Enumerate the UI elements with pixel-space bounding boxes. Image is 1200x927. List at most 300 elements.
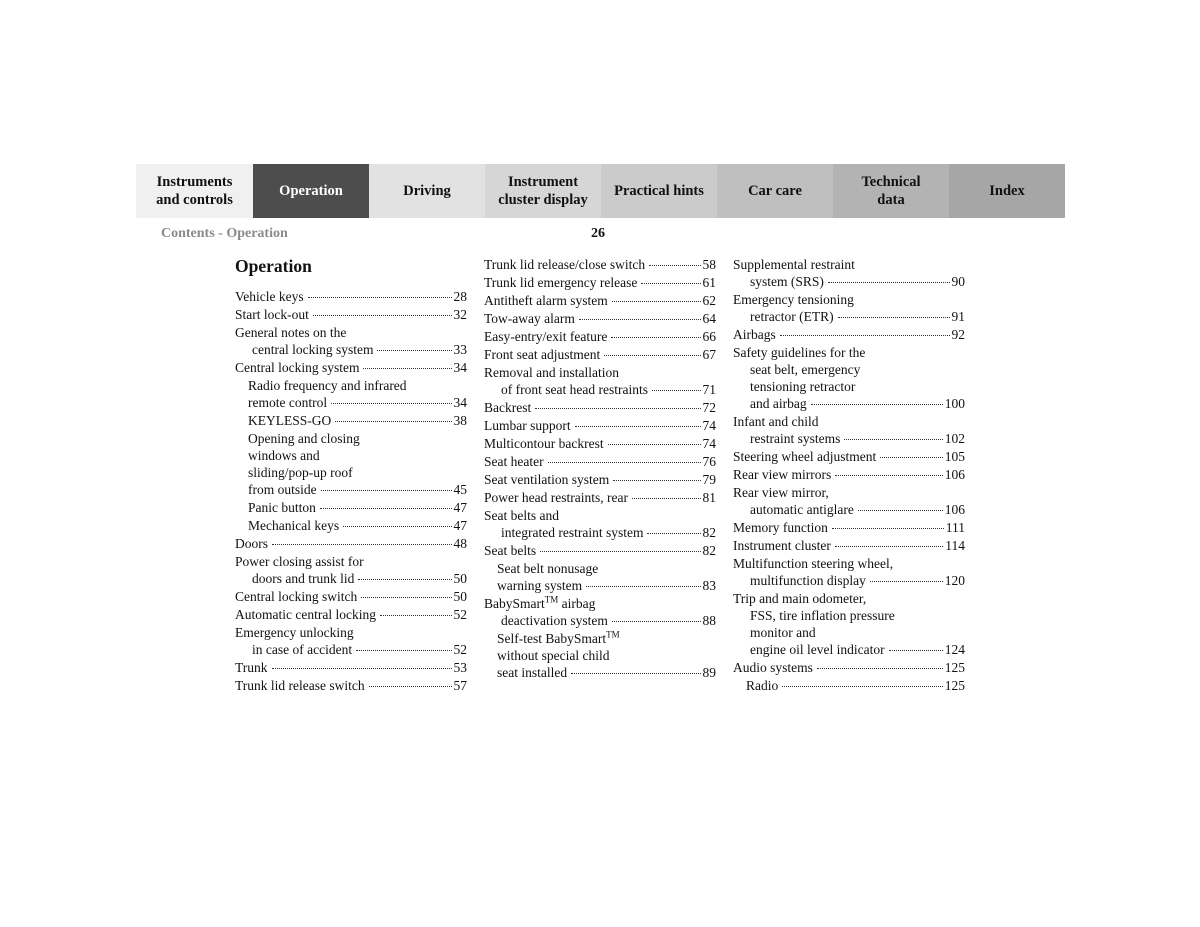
- dot-leader: [811, 403, 943, 405]
- toc-entry-line: [484, 292, 716, 309]
- toc-page-number: 57: [453, 678, 467, 693]
- toc-entry-title: [248, 517, 339, 534]
- toc-entry-line: [733, 326, 965, 343]
- toc-entry[interactable]: [733, 555, 965, 589]
- toc-entry-line: [733, 344, 965, 361]
- toc-entry[interactable]: [484, 595, 716, 629]
- toc-entry-title: [750, 378, 855, 395]
- toc-entry-title: [248, 412, 331, 429]
- toc-entry[interactable]: [235, 359, 467, 376]
- toc-entry-text-suffix: airbag: [558, 596, 596, 611]
- toc-entry[interactable]: [235, 517, 467, 534]
- toc-entry-title: [501, 612, 608, 629]
- toc-entry-text: Removal and installation: [484, 365, 619, 380]
- tab-practical-hints[interactable]: Practical hints: [601, 164, 717, 218]
- toc-page-number: 111: [945, 520, 965, 535]
- toc-entry-title: [750, 501, 854, 518]
- toc-entry-text: windows and: [248, 448, 320, 463]
- toc-entry-title: [501, 381, 648, 398]
- toc-entry-title: [235, 606, 376, 623]
- dot-leader: [358, 578, 451, 580]
- toc-page-number: 82: [702, 543, 716, 558]
- tab-instrument-cluster-display[interactable]: Instrument cluster display: [485, 164, 601, 218]
- toc-entry-text: Self-test BabySmart: [497, 631, 607, 646]
- toc-entry-text: Multifunction steering wheel,: [733, 556, 894, 571]
- toc-entry-line: [235, 588, 467, 605]
- toc-entry-line: [484, 507, 716, 524]
- toc-entry-text: Memory function: [733, 520, 828, 535]
- toc-entry[interactable]: [484, 292, 716, 309]
- toc-entry-text: Antitheft alarm system: [484, 293, 608, 308]
- toc-entry-line: [235, 394, 467, 411]
- toc-entry-line: [235, 464, 467, 481]
- toc-entry-text: sliding/pop-up roof: [248, 465, 353, 480]
- toc-entry-text: Rear view mirror,: [733, 485, 829, 500]
- toc-entry[interactable]: [733, 291, 965, 325]
- dot-leader: [272, 667, 452, 669]
- toc-entry[interactable]: [235, 499, 467, 516]
- toc-entry-line: [235, 430, 467, 447]
- chapter-tab-bar: [136, 164, 1065, 218]
- toc-page-number: 28: [453, 289, 467, 304]
- toc-entry-title: [235, 659, 268, 676]
- toc-entry-line: [733, 607, 965, 624]
- toc-entry[interactable]: [733, 448, 965, 465]
- toc-entry-title: [750, 395, 807, 412]
- toc-entry-title: [733, 326, 776, 343]
- toc-entry-text: Easy-entry/exit feature: [484, 329, 608, 344]
- toc-entry-text: warning system: [497, 578, 583, 593]
- toc-entry-line: [733, 677, 965, 694]
- toc-entry-text: Steering wheel adjustment: [733, 449, 877, 464]
- toc-entry[interactable]: [484, 346, 716, 363]
- toc-entry[interactable]: [235, 588, 467, 605]
- toc-entry[interactable]: [733, 466, 965, 483]
- toc-entry[interactable]: [484, 417, 716, 434]
- toc-entry-title: [235, 324, 346, 341]
- toc-entry-line: [733, 413, 965, 430]
- toc-entry-line: [235, 377, 467, 394]
- dot-leader: [870, 580, 943, 582]
- dot-leader: [612, 620, 701, 622]
- toc-page-number: 82: [702, 525, 716, 540]
- toc-entry-title: [484, 417, 571, 434]
- toc-entry-title: [733, 659, 813, 676]
- toc-entry[interactable]: [733, 659, 965, 676]
- toc-entry-text: retractor (ETR): [750, 309, 834, 324]
- toc-entry-title: [484, 346, 600, 363]
- dot-leader: [780, 334, 950, 336]
- toc-entry-line: [484, 256, 716, 273]
- toc-page-number: 32: [453, 307, 467, 322]
- toc-page-number: 47: [453, 518, 467, 533]
- dot-leader: [835, 545, 943, 547]
- toc-entry-line: [235, 341, 467, 358]
- toc-entry-line: [733, 519, 965, 536]
- dot-leader: [632, 497, 701, 499]
- toc-page-number: 106: [944, 467, 965, 482]
- toc-entry-text: Central locking switch: [235, 589, 358, 604]
- dot-leader: [817, 667, 943, 669]
- toc-entry-text: BabySmart: [484, 596, 545, 611]
- toc-entry-title: [497, 664, 567, 681]
- toc-entry[interactable]: [235, 306, 467, 323]
- toc-entry-text: Trunk lid release switch: [235, 678, 365, 693]
- toc-entry-line: [484, 310, 716, 327]
- toc-entry-title: [497, 577, 582, 594]
- toc-entry-title: [235, 624, 354, 641]
- toc-entry-text: seat belt, emergency: [750, 362, 861, 377]
- toc-entry-title: [750, 572, 866, 589]
- toc-entry-line: [235, 553, 467, 570]
- toc-entry[interactable]: [235, 677, 467, 694]
- toc-entry-line: [733, 572, 965, 589]
- toc-entry-text: system (SRS): [750, 274, 824, 289]
- toc-entry-text: Trip and main odometer,: [733, 591, 867, 606]
- dot-leader: [575, 425, 701, 427]
- toc-entry-line: [733, 659, 965, 676]
- toc-entry-text: of front seat head restraints: [501, 382, 648, 397]
- toc-entry-title: [235, 588, 357, 605]
- toc-entry-title: [484, 595, 595, 612]
- toc-page-number: 106: [944, 502, 965, 517]
- toc-entry[interactable]: [484, 542, 716, 559]
- toc-entry-text: Rear view mirrors: [733, 467, 832, 482]
- toc-entry-text: Multicontour backrest: [484, 436, 604, 451]
- dot-leader: [838, 316, 950, 318]
- toc-entry-line: [733, 555, 965, 572]
- toc-entry-text: Supplemental restraint: [733, 257, 855, 272]
- toc-entry-line: [235, 481, 467, 498]
- dot-leader: [579, 318, 701, 320]
- toc-page-number: 91: [951, 309, 965, 324]
- toc-entry-text: central locking system: [252, 342, 374, 357]
- toc-entry-title: [235, 535, 268, 552]
- toc-entry-title: [484, 256, 645, 273]
- toc-page-number: 58: [702, 257, 716, 272]
- toc-entry-line: [733, 395, 965, 412]
- toc-entry-title: [484, 471, 609, 488]
- toc-entry[interactable]: [733, 484, 965, 518]
- toc-entry-text: doors and trunk lid: [252, 571, 355, 586]
- toc-entry-line: [235, 324, 467, 341]
- toc-entry-text: Radio frequency and infrared: [248, 378, 407, 393]
- toc-entry[interactable]: [733, 344, 965, 412]
- toc-entry-title: [484, 274, 637, 291]
- toc-entry[interactable]: [733, 537, 965, 554]
- toc-entry-title: [248, 464, 353, 481]
- toc-entry[interactable]: [484, 507, 716, 541]
- toc-entry-line: [733, 273, 965, 290]
- dot-leader: [363, 367, 451, 369]
- toc-entry-text: Airbags: [733, 327, 776, 342]
- toc-entry-text: Emergency unlocking: [235, 625, 354, 640]
- toc-entry-text: and airbag: [750, 396, 807, 411]
- toc-entry-text: Seat heater: [484, 454, 544, 469]
- toc-entry-text: Backrest: [484, 400, 532, 415]
- toc-entry-title: [733, 590, 866, 607]
- toc-entry[interactable]: [484, 310, 716, 327]
- toc-page-number: 67: [702, 347, 716, 362]
- toc-entry-line: [733, 466, 965, 483]
- dot-leader: [832, 527, 944, 529]
- toc-entry-text: Audio systems: [733, 660, 813, 675]
- toc-entry[interactable]: [733, 326, 965, 343]
- toc-entry-line: [733, 448, 965, 465]
- toc-page-number: 92: [951, 327, 965, 342]
- dot-leader: [320, 507, 452, 509]
- toc-entry-text: Doors: [235, 536, 268, 551]
- toc-entry-title: [733, 344, 865, 361]
- toc-entry[interactable]: [484, 471, 716, 488]
- toc-entry[interactable]: [484, 560, 716, 594]
- toc-entry-line: [484, 328, 716, 345]
- toc-entry-text: multifunction display: [750, 573, 866, 588]
- toc-page-number: 81: [702, 490, 716, 505]
- toc-entry-title: [733, 519, 828, 536]
- toc-entry[interactable]: [733, 677, 965, 694]
- toc-page-number: 102: [944, 431, 965, 446]
- toc-entry-title: [750, 273, 824, 290]
- toc-entry-line: [733, 537, 965, 554]
- toc-entry-title: [484, 507, 559, 524]
- toc-entry-text: Instrument cluster: [733, 538, 831, 553]
- toc-column-1: [235, 287, 467, 695]
- toc-page-number: 76: [702, 454, 716, 469]
- trademark-superscript: TM: [606, 629, 620, 640]
- toc-entry-text: Radio: [746, 678, 779, 693]
- toc-page-number: 64: [702, 311, 716, 326]
- dot-leader: [335, 420, 451, 422]
- toc-entry[interactable]: [235, 412, 467, 429]
- toc-entry-text: Power head restraints, rear: [484, 490, 628, 505]
- toc-entry-title: [252, 570, 354, 587]
- toc-entry-title: [484, 399, 531, 416]
- toc-entry-title: [484, 328, 607, 345]
- trademark-superscript: TM: [544, 594, 559, 605]
- toc-entry[interactable]: [235, 553, 467, 587]
- toc-entry-title: [248, 430, 360, 447]
- toc-entry-title: [733, 413, 818, 430]
- toc-entry[interactable]: [235, 624, 467, 658]
- dot-leader: [889, 649, 943, 651]
- toc-page-number: 74: [702, 436, 716, 451]
- toc-page-number: 34: [453, 360, 467, 375]
- toc-entry-title: [750, 308, 834, 325]
- toc-entry-title: [252, 641, 352, 658]
- toc-entry-line: [484, 471, 716, 488]
- toc-entry-text: Power closing assist for: [235, 554, 364, 569]
- toc-entry[interactable]: [733, 590, 965, 658]
- toc-page-number: 120: [944, 573, 965, 588]
- toc-entry-text: Tow-away alarm: [484, 311, 575, 326]
- toc-entry[interactable]: [235, 324, 467, 358]
- toc-entry-line: [733, 430, 965, 447]
- toc-entry-title: [235, 288, 304, 305]
- toc-entry[interactable]: [484, 256, 716, 273]
- toc-page-number: 45: [453, 482, 467, 497]
- toc-entry-title: [733, 291, 854, 308]
- toc-entry-text: Seat belts: [484, 543, 537, 558]
- toc-entry-text: deactivation system: [501, 613, 608, 628]
- page-heading: Operation: [235, 256, 312, 276]
- toc-entry[interactable]: [484, 274, 716, 291]
- toc-page-number: 52: [453, 642, 467, 657]
- tab-index[interactable]: Index: [949, 164, 1065, 218]
- toc-entry[interactable]: [235, 288, 467, 305]
- toc-entry-text: Emergency tensioning: [733, 292, 854, 307]
- toc-entry[interactable]: [484, 630, 716, 681]
- toc-entry-text: seat installed: [497, 665, 568, 680]
- toc-page-number: 62: [702, 293, 716, 308]
- toc-page-number: 53: [453, 660, 467, 675]
- toc-entry-text: without special child: [497, 648, 610, 663]
- toc-entry-title: [235, 306, 309, 323]
- dot-leader: [356, 649, 451, 651]
- toc-entry-line: [484, 577, 716, 594]
- toc-column-2: [484, 255, 716, 682]
- toc-entry-title: [248, 447, 320, 464]
- toc-entry-line: [484, 381, 716, 398]
- dot-leader: [613, 479, 700, 481]
- toc-entry[interactable]: [484, 328, 716, 345]
- toc-page-number: 124: [944, 642, 965, 657]
- toc-entry-line: [484, 542, 716, 559]
- toc-entry-text: Mechanical keys: [248, 518, 340, 533]
- toc-column-3: [733, 255, 965, 695]
- toc-entry-line: [235, 659, 467, 676]
- dot-leader: [272, 543, 452, 545]
- toc-entry[interactable]: [235, 430, 467, 498]
- toc-entry[interactable]: [484, 435, 716, 452]
- toc-entry-title: [484, 364, 619, 381]
- toc-entry[interactable]: [733, 519, 965, 536]
- dot-leader: [377, 349, 451, 351]
- toc-entry-line: [235, 499, 467, 516]
- toc-entry-title: [750, 430, 840, 447]
- toc-entry-title: [497, 560, 598, 577]
- toc-entry-text: Opening and closing: [248, 431, 360, 446]
- tab-instruments-and-controls[interactable]: Instruments and controls: [136, 164, 253, 218]
- toc-entry-text: Front seat adjustment: [484, 347, 601, 362]
- toc-page-number: 125: [944, 660, 965, 675]
- toc-entry-line: [235, 570, 467, 587]
- tab-operation[interactable]: Operation: [253, 164, 369, 218]
- dot-leader: [611, 336, 700, 338]
- toc-entry-title: [750, 361, 860, 378]
- toc-entry-line: [484, 364, 716, 381]
- toc-entry-title: [484, 542, 536, 559]
- toc-entry-line: [733, 624, 965, 641]
- toc-entry-title: [248, 377, 407, 394]
- dot-leader: [782, 685, 943, 687]
- toc-entry-text: engine oil level indicator: [750, 642, 885, 657]
- toc-entry-line: [235, 624, 467, 641]
- dot-leader: [361, 596, 451, 598]
- toc-entry-line: [484, 274, 716, 291]
- toc-entry-title: [750, 641, 885, 658]
- toc-entry-line: [235, 606, 467, 623]
- toc-entry[interactable]: [733, 413, 965, 447]
- toc-entry[interactable]: [484, 364, 716, 398]
- toc-entry-line: [484, 595, 716, 612]
- tab-technical-data[interactable]: Technical data: [833, 164, 949, 218]
- toc-entry-title: [746, 677, 778, 694]
- toc-page-number: 66: [702, 329, 716, 344]
- toc-entry-text: Safety guidelines for the: [733, 345, 866, 360]
- toc-entry-line: [484, 647, 716, 664]
- dot-leader: [380, 614, 452, 616]
- dot-leader: [647, 532, 700, 534]
- tab-driving[interactable]: Driving: [369, 164, 485, 218]
- dot-leader: [641, 282, 700, 284]
- toc-entry[interactable]: [733, 256, 965, 290]
- toc-entry[interactable]: [235, 377, 467, 411]
- toc-entry-text: Panic button: [248, 500, 316, 515]
- toc-entry-text: Trunk lid emergency release: [484, 275, 638, 290]
- toc-page-number: 83: [702, 578, 716, 593]
- toc-entry-title: [497, 647, 609, 664]
- toc-entry-title: [484, 292, 608, 309]
- dot-leader: [548, 461, 701, 463]
- dot-leader: [571, 672, 700, 674]
- toc-entry-line: [484, 612, 716, 629]
- toc-page-number: 88: [702, 613, 716, 628]
- toc-entry-text: Central locking system: [235, 360, 360, 375]
- toc-page-number: 50: [453, 589, 467, 604]
- toc-entry[interactable]: [484, 399, 716, 416]
- toc-entry-title: [733, 484, 829, 501]
- toc-entry-text: KEYLESS-GO: [248, 413, 332, 428]
- toc-entry-line: [484, 664, 716, 681]
- toc-page-number: 52: [453, 607, 467, 622]
- toc-entry-line: [235, 412, 467, 429]
- toc-page-number: 79: [702, 472, 716, 487]
- toc-entry-line: [235, 641, 467, 658]
- toc-entry-line: [235, 288, 467, 305]
- toc-entry-line: [484, 435, 716, 452]
- dot-leader: [608, 443, 701, 445]
- dot-leader: [535, 407, 700, 409]
- toc-entry-line: [484, 399, 716, 416]
- toc-entry[interactable]: [235, 535, 467, 552]
- toc-page-number: 50: [453, 571, 467, 586]
- toc-entry-line: [484, 453, 716, 470]
- toc-entry[interactable]: [235, 659, 467, 676]
- dot-leader: [612, 300, 701, 302]
- toc-entry-line: [733, 590, 965, 607]
- toc-entry-line: [484, 630, 716, 647]
- toc-entry-title: [733, 555, 893, 572]
- toc-entry[interactable]: [484, 453, 716, 470]
- toc-page-number: 74: [702, 418, 716, 433]
- toc-entry-title: [235, 553, 364, 570]
- tab-car-care[interactable]: Car care: [717, 164, 833, 218]
- toc-entry[interactable]: [235, 606, 467, 623]
- toc-page-number: 48: [453, 536, 467, 551]
- toc-page-number: 33: [453, 342, 467, 357]
- toc-entry-text: FSS, tire inflation pressure: [750, 608, 895, 623]
- toc-entry[interactable]: [484, 489, 716, 506]
- toc-page-number: 100: [944, 396, 965, 411]
- dot-leader: [540, 550, 700, 552]
- toc-entry-text: Trunk lid release/close switch: [484, 257, 646, 272]
- dot-leader: [835, 474, 943, 476]
- toc-entry-text: Infant and child: [733, 414, 819, 429]
- toc-entry-text: General notes on the: [235, 325, 347, 340]
- toc-page-number: 90: [951, 274, 965, 289]
- toc-entry-title: [750, 624, 816, 641]
